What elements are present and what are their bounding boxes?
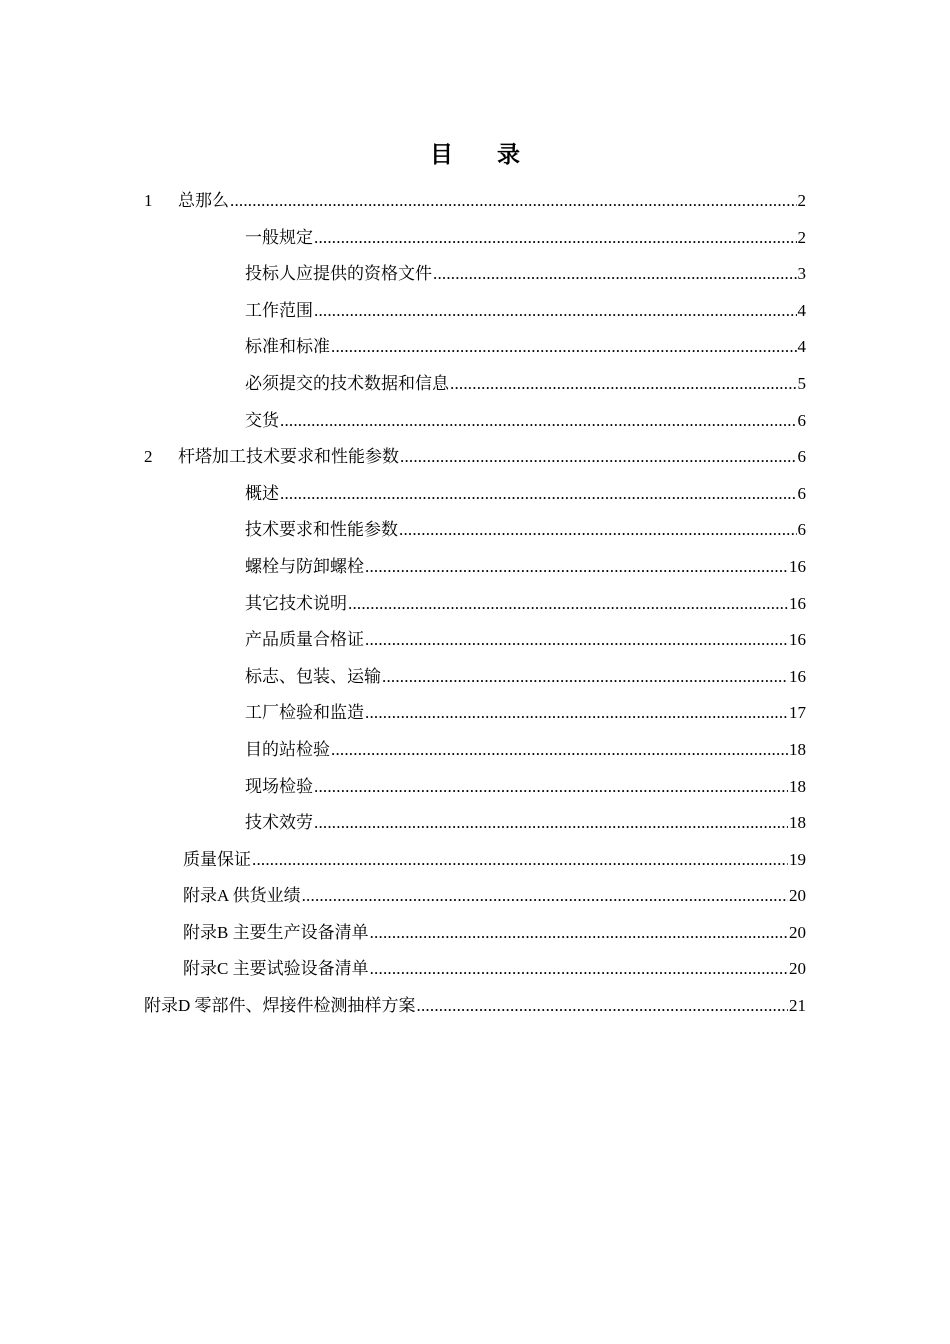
toc-dot-leader bbox=[314, 769, 788, 806]
toc-dot-leader bbox=[370, 915, 788, 952]
toc-entry-page-number: 16 bbox=[789, 630, 806, 650]
toc-entry-text: 附录D 零部件、焊接件检测抽样方案 bbox=[144, 996, 416, 1016]
toc-entry-row bbox=[144, 988, 806, 1025]
toc-dot-leader bbox=[314, 805, 788, 842]
toc-entry-text: 技术效劳 bbox=[245, 813, 313, 833]
toc-entry-page-number: 19 bbox=[789, 849, 806, 869]
toc-entry-text: 一般规定 bbox=[245, 227, 313, 247]
toc-entry-page-number: 16 bbox=[789, 556, 806, 576]
toc-entry-row bbox=[178, 439, 806, 476]
toc-entry-page-number: 4 bbox=[797, 300, 806, 320]
toc-entry-text: 投标人应提供的资格文件 bbox=[245, 264, 432, 284]
toc-entry-row bbox=[245, 769, 806, 806]
toc-entry-page-number: 18 bbox=[789, 739, 806, 759]
toc-title bbox=[0, 136, 950, 169]
toc-dot-leader bbox=[400, 439, 797, 476]
toc-entry[interactable] bbox=[0, 878, 950, 915]
toc-entry-page-number: 18 bbox=[789, 813, 806, 833]
toc-entry[interactable] bbox=[0, 769, 950, 806]
toc-entry-row bbox=[183, 878, 806, 915]
toc-dot-leader bbox=[302, 878, 788, 915]
toc-entry-text: 工厂检验和监造 bbox=[245, 703, 364, 723]
toc-entry[interactable] bbox=[0, 659, 950, 696]
toc-entry-page-number: 6 bbox=[797, 520, 806, 540]
toc-entry-text: 必须提交的技术数据和信息 bbox=[245, 373, 449, 393]
toc-entry-row bbox=[245, 732, 806, 769]
toc-entry-page-number: 6 bbox=[797, 483, 806, 503]
toc-entry-row bbox=[183, 951, 806, 988]
toc-entry[interactable] bbox=[0, 512, 950, 549]
toc-title-char-1: 目 bbox=[430, 142, 453, 167]
toc-entry-page-number: 6 bbox=[797, 410, 806, 430]
toc-entry[interactable] bbox=[0, 476, 950, 513]
toc-entry-text: 目的站检验 bbox=[245, 739, 330, 759]
toc-entry-row bbox=[245, 622, 806, 659]
toc-dot-leader bbox=[370, 951, 788, 988]
toc-title-char-2: 录 bbox=[497, 142, 520, 167]
toc-entry-text: 质量保证 bbox=[183, 849, 251, 869]
toc-entry[interactable] bbox=[0, 183, 950, 220]
toc-entry-page-number: 20 bbox=[789, 959, 806, 979]
toc-entry-row bbox=[245, 329, 806, 366]
toc-entry-text: 杆塔加工技术要求和性能参数 bbox=[178, 447, 399, 467]
toc-entry-row bbox=[178, 183, 806, 220]
toc-dot-leader bbox=[331, 329, 797, 366]
toc-entry-row bbox=[183, 915, 806, 952]
toc-entry-row bbox=[245, 220, 806, 257]
toc-entry-text: 附录A 供货业绩 bbox=[183, 886, 301, 906]
toc-entry[interactable] bbox=[0, 951, 950, 988]
toc-entry[interactable] bbox=[0, 403, 950, 440]
toc-dot-leader bbox=[433, 256, 797, 293]
toc-entry-row bbox=[245, 293, 806, 330]
toc-dot-leader bbox=[280, 403, 797, 440]
toc-entry-text: 附录C 主要试验设备清单 bbox=[183, 959, 369, 979]
toc-entry-text: 工作范围 bbox=[245, 300, 313, 320]
toc-entry-row bbox=[245, 695, 806, 732]
toc-entry[interactable] bbox=[0, 622, 950, 659]
toc-entry[interactable] bbox=[0, 366, 950, 403]
toc-dot-leader bbox=[348, 586, 788, 623]
toc-entry-text: 螺栓与防卸螺栓 bbox=[245, 556, 364, 576]
toc-entry[interactable] bbox=[0, 915, 950, 952]
toc-entry-page-number: 16 bbox=[789, 666, 806, 686]
toc-dot-leader bbox=[314, 220, 797, 257]
toc-entry-page-number: 2 bbox=[797, 227, 806, 247]
toc-dot-leader bbox=[314, 293, 797, 330]
toc-entry-page-number: 18 bbox=[789, 776, 806, 796]
toc-entry-page-number: 20 bbox=[789, 886, 806, 906]
toc-entry-page-number: 20 bbox=[789, 922, 806, 942]
toc-entry-text: 附录B 主要生产设备清单 bbox=[183, 922, 369, 942]
toc-entry[interactable] bbox=[0, 256, 950, 293]
toc-entry-row bbox=[245, 403, 806, 440]
toc-entry[interactable] bbox=[0, 329, 950, 366]
toc-entry-row bbox=[245, 805, 806, 842]
toc-entry[interactable] bbox=[0, 220, 950, 257]
toc-entry-row bbox=[245, 512, 806, 549]
toc-entry-row bbox=[245, 256, 806, 293]
toc-entry-page-number: 16 bbox=[789, 593, 806, 613]
toc-entry-text: 产品质量合格证 bbox=[245, 630, 364, 650]
toc-entry-text: 其它技术说明 bbox=[245, 593, 347, 613]
toc-entry[interactable] bbox=[0, 842, 950, 879]
toc-dot-leader bbox=[230, 183, 797, 220]
toc-entry-number: 2 bbox=[144, 447, 153, 467]
toc-dot-leader bbox=[382, 659, 788, 696]
toc-entry[interactable] bbox=[0, 695, 950, 732]
toc-entry[interactable] bbox=[0, 805, 950, 842]
toc-entry[interactable] bbox=[0, 439, 950, 476]
toc-entry[interactable] bbox=[0, 293, 950, 330]
toc-dot-leader bbox=[252, 842, 788, 879]
toc-entry[interactable] bbox=[0, 988, 950, 1025]
toc-entry-page-number: 17 bbox=[789, 703, 806, 723]
toc-dot-leader bbox=[417, 988, 788, 1025]
toc-entry-row bbox=[245, 476, 806, 513]
table-of-contents bbox=[0, 183, 950, 1025]
toc-entry[interactable] bbox=[0, 586, 950, 623]
toc-dot-leader bbox=[331, 732, 788, 769]
toc-entry-page-number: 4 bbox=[797, 337, 806, 357]
toc-dot-leader bbox=[365, 695, 788, 732]
toc-entry-page-number: 3 bbox=[797, 264, 806, 284]
toc-entry-text: 标志、包装、运输 bbox=[245, 666, 381, 686]
toc-entry-row bbox=[245, 366, 806, 403]
toc-entry-text: 总那么 bbox=[178, 191, 229, 210]
toc-entry-text: 标准和标准 bbox=[245, 337, 330, 357]
toc-entry-row bbox=[245, 659, 806, 696]
toc-entry-text: 现场检验 bbox=[245, 776, 313, 796]
toc-dot-leader bbox=[280, 476, 797, 513]
toc-entry-row bbox=[183, 842, 806, 879]
toc-entry-row bbox=[245, 549, 806, 586]
toc-entry-text: 交货 bbox=[245, 410, 279, 430]
toc-entry-text: 概述 bbox=[245, 483, 279, 503]
toc-dot-leader bbox=[399, 512, 797, 549]
toc-entry[interactable] bbox=[0, 732, 950, 769]
toc-dot-leader bbox=[365, 622, 788, 659]
toc-entry-page-number: 21 bbox=[789, 996, 806, 1016]
toc-dot-leader bbox=[450, 366, 797, 403]
toc-entry-page-number: 5 bbox=[797, 373, 806, 393]
toc-entry-page-number: 2 bbox=[797, 191, 806, 210]
toc-entry-page-number: 6 bbox=[797, 447, 806, 467]
toc-entry[interactable] bbox=[0, 549, 950, 586]
toc-entry-row bbox=[245, 586, 806, 623]
toc-entry-number: 1 bbox=[144, 191, 153, 210]
toc-dot-leader bbox=[365, 549, 788, 586]
toc-entry-text: 技术要求和性能参数 bbox=[245, 520, 398, 540]
